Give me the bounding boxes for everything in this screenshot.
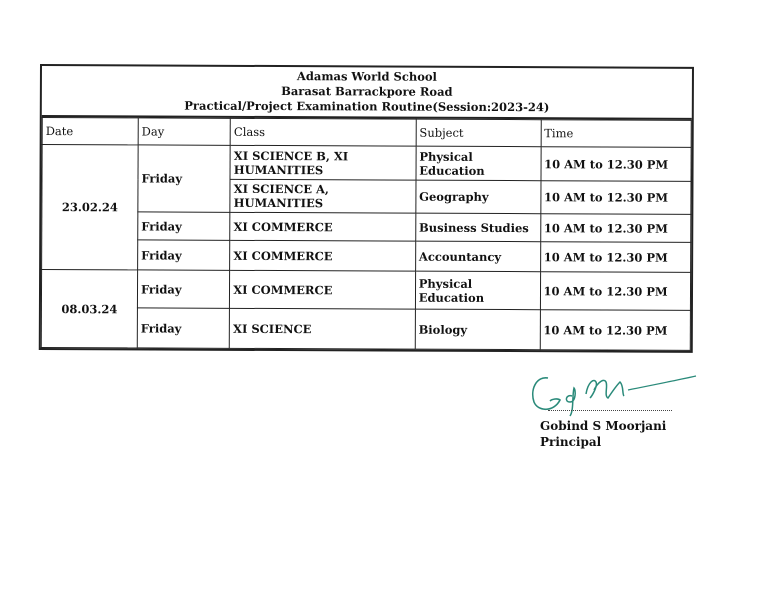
table-row bbox=[42, 145, 691, 182]
signatory-name: Gobind S Moorjani bbox=[540, 419, 667, 433]
time-cell: 10 AM to 12.30 PM bbox=[540, 272, 691, 311]
date-cell: 08.03.24 bbox=[41, 270, 137, 348]
subject-cell: Geography bbox=[416, 180, 541, 214]
day-cell: Friday bbox=[138, 240, 230, 270]
class-cell: XI COMMERCE bbox=[230, 212, 416, 241]
time-cell: 10 AM to 12.30 PM bbox=[540, 242, 691, 273]
col-header-class: Class bbox=[230, 118, 416, 146]
time-cell: 10 AM to 12.30 PM bbox=[540, 181, 691, 215]
class-cell: XI COMMERCE bbox=[230, 270, 416, 309]
signature-mark bbox=[528, 368, 700, 420]
table-row bbox=[41, 308, 690, 351]
table-row bbox=[42, 212, 691, 243]
routine-sheet bbox=[39, 64, 694, 353]
school-name: Adamas World School bbox=[296, 69, 437, 84]
col-header-subject: Subject bbox=[416, 119, 541, 147]
day-cell: Friday bbox=[138, 145, 231, 212]
subject-cell: Business Studies bbox=[415, 213, 540, 242]
signatory-block bbox=[540, 418, 666, 450]
time-cell: 10 AM to 12.30 PM bbox=[540, 214, 691, 243]
routine-table bbox=[41, 117, 692, 351]
table-header-row bbox=[42, 118, 691, 148]
day-cell: Friday bbox=[137, 308, 229, 348]
day-cell: Friday bbox=[138, 212, 230, 240]
class-cell: XI COMMERCE bbox=[230, 240, 416, 271]
subject-cell: Biology bbox=[415, 309, 540, 350]
col-header-date: Date bbox=[42, 118, 138, 145]
signature-line bbox=[548, 410, 672, 411]
class-cell: XI SCIENCE A, HUMANITIES bbox=[230, 179, 416, 213]
table-row bbox=[41, 270, 690, 311]
time-cell: 10 AM to 12.30 PM bbox=[541, 147, 692, 182]
table-row bbox=[42, 240, 691, 273]
signatory-designation: Principal bbox=[540, 435, 602, 449]
time-cell: 10 AM to 12.30 PM bbox=[540, 310, 691, 351]
routine-title: Practical/Project Examination Routine(Session:2023-24) bbox=[184, 98, 550, 115]
class-cell: XI SCIENCE bbox=[229, 308, 415, 349]
subject-cell: Accountancy bbox=[415, 241, 540, 272]
col-header-time: Time bbox=[541, 120, 692, 148]
class-cell: XI SCIENCE B, XI HUMANITIES bbox=[230, 145, 416, 180]
subject-cell: Physical Education bbox=[415, 271, 540, 310]
school-address: Barasat Barrackpore Road bbox=[281, 84, 453, 99]
date-cell: 23.02.24 bbox=[42, 145, 139, 270]
routine-header bbox=[42, 66, 692, 120]
day-cell: Friday bbox=[137, 270, 229, 308]
col-header-day: Day bbox=[138, 118, 230, 145]
subject-cell: Physical Education bbox=[416, 146, 541, 181]
